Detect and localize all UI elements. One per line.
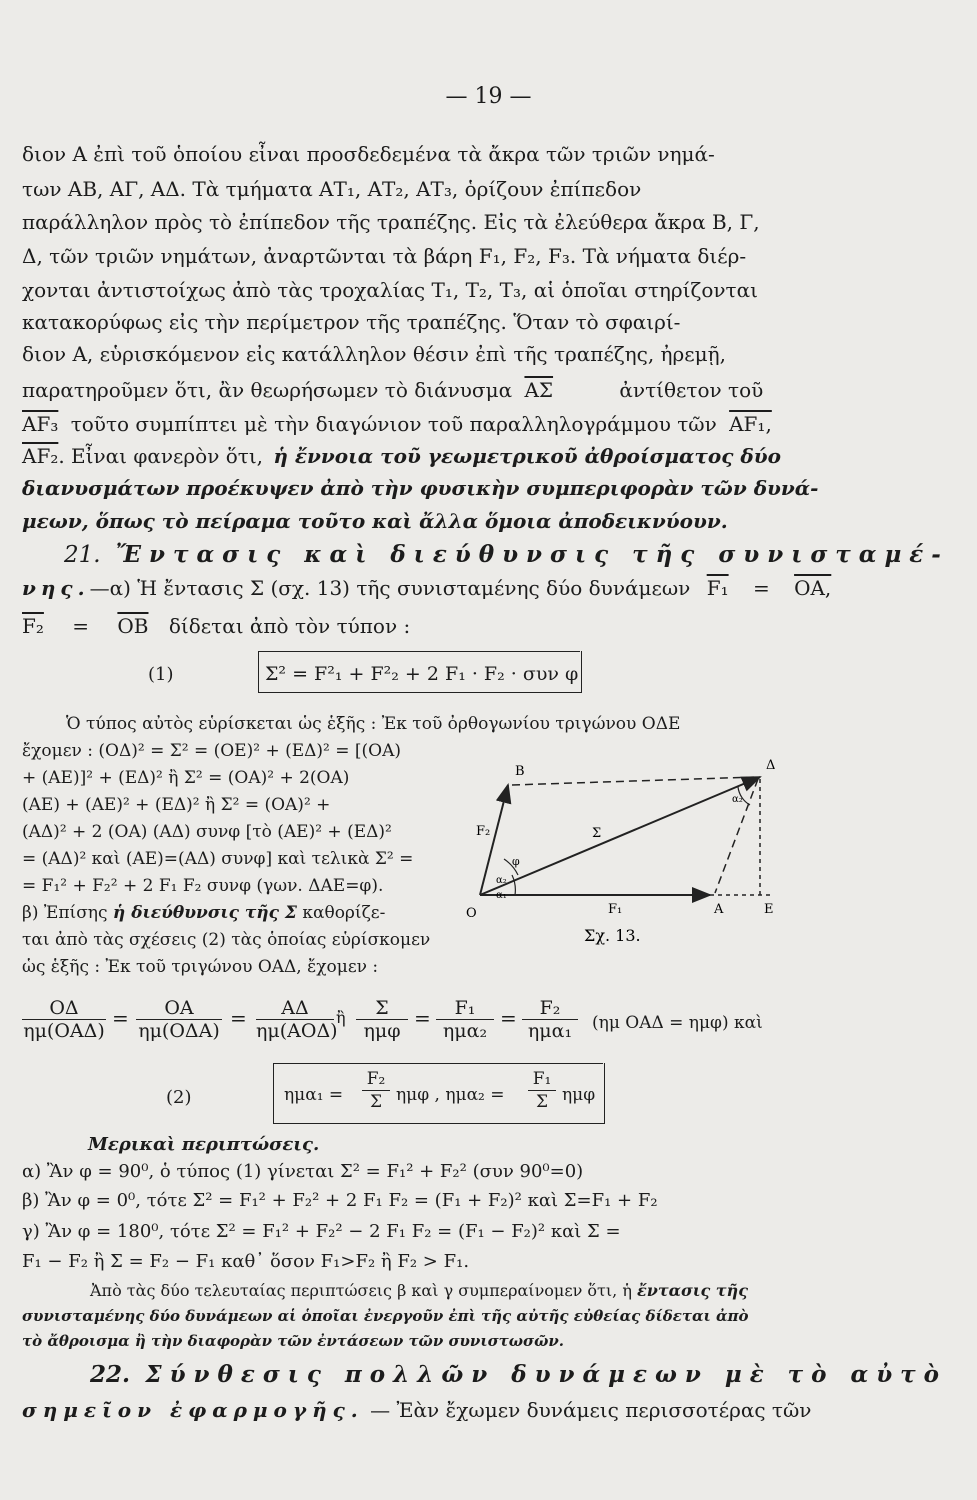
equation-2-part: ημφ (562, 1085, 596, 1105)
equation-label: (2) (166, 1087, 192, 1108)
equation-2-part: ημα₁ = (284, 1085, 344, 1105)
derivation-line: + (ΑΕ)]² + (ΕΔ)² ἢ Σ² = (ΟΑ)² + 2(ΟΑ) (22, 768, 350, 788)
section-21-heading (64, 543, 949, 567)
fig-label: Ε (764, 902, 774, 917)
text-line (22, 576, 831, 600)
vector-af3: ΑF₃ (22, 412, 59, 436)
bold-text: διανυσμάτων προέκυψεν ἀπὸ τὴν φυσικὴν συμπεριφορὰν τῶν δυνά- (22, 476, 819, 500)
text-line: των ΑΒ, ΑΓ, ΑΔ. Τὰ τμήματα ΑΤ₁, ΑΤ₂, ΑΤ₃, ὁρίζουν ἐπίπεδον (22, 177, 642, 201)
vector-oa: ΟΑ, (794, 576, 832, 600)
fraction (22, 997, 106, 1042)
fig-label: Σ (592, 826, 602, 841)
equals-sign: = (752, 576, 770, 600)
section-title: Σύνθεσις πολλῶν δυνάμεων μὲ τὸ αὐτὸ (145, 1361, 947, 1388)
numerator: ΟΔ (22, 997, 106, 1020)
text-segment: β) Ἐπίσης (22, 903, 108, 923)
fig-label: F₂ (476, 824, 491, 839)
bold-text: ἡ διεύθυνσις τῆς Σ (112, 903, 297, 923)
vector-af1: ΑF₁, (729, 412, 772, 436)
vector-af2: ΑF₂ (22, 444, 59, 468)
fraction (256, 997, 338, 1042)
equals-sign: = (72, 614, 90, 638)
denominator: ημ(ΑΟΔ) (256, 1020, 338, 1042)
text-line (22, 614, 410, 638)
equation-label: (1) (148, 664, 174, 685)
derivation-line: = F₁² + F₂² + 2 F₁ F₂ συνφ (γων. ΔΑΕ=φ). (22, 876, 384, 896)
section-22-heading (90, 1363, 947, 1387)
text-line: διον Α ἐπὶ τοῦ ὁποίου εἶναι προσδεδεμένα τὰ ἄκρα τῶν τριῶν νημά- (22, 142, 715, 166)
resultant-arrow (480, 777, 760, 895)
fraction (528, 1068, 556, 1113)
fig-label: α₂ (732, 794, 743, 805)
conclusion-line: τὸ ἄθροισμα ἢ τὴν διαφορὰν τῶν ἐντάσεων τῶν συνιστωσῶν. (22, 1332, 564, 1350)
fig-label: Δ (766, 758, 776, 773)
fig-label: φ (512, 855, 520, 868)
denominator: ημ(ΟΔΑ) (138, 1020, 220, 1042)
numerator: ΟΑ (136, 997, 222, 1020)
numerator: F₂ (362, 1068, 390, 1091)
derivation-line: (ΑΔ)² + 2 (ΟΑ) (ΑΔ) συνφ [τὸ (ΑΕ)² + (ΕΔ)² (22, 822, 392, 842)
text-segment: καθορίζε- (302, 903, 386, 923)
denominator: ημα₂ (442, 1020, 488, 1042)
numerator: ΑΔ (256, 997, 334, 1020)
dashed-line-bd (512, 777, 756, 785)
text-line (22, 1398, 811, 1422)
conclusion-line (90, 1279, 748, 1303)
angle-arc (512, 875, 515, 895)
denominator: Σ (535, 1092, 549, 1112)
page-number: — 19 — (445, 84, 532, 109)
section-number: 21. (64, 542, 101, 568)
text-segment: Ἀπὸ τὰς δύο τελευταίας περιπτώσεις β καὶ γ συμπεραίνομεν ὅτι, ἡ (90, 1281, 632, 1300)
derivation-line (22, 901, 385, 925)
text-line: χονται ἀντιστοίχως ἀπὸ τὰς τροχαλίας Τ₁, Τ₂, Τ₃, αἱ ὁποῖαι στηρίζονται (22, 278, 758, 302)
derivation-line: ἔχομεν : (ΟΔ)² = Σ² = (ΟΕ)² + (ΕΔ)² = [(ΟΑ) (22, 741, 402, 761)
cases-title: Μερικαὶ περιπτώσεις. (88, 1134, 320, 1155)
bold-text: μεων, ὅπως τὸ πείραμα τοῦτο καὶ ἄλλα ὅμοια ἀποδεικνύουν. (22, 509, 728, 533)
case-line: β) Ἂν φ = 0⁰, τότε Σ² = F₁² + F₂² + 2 F₁ F₂ = (F₁ + F₂)² καὶ Σ=F₁ + F₂ (22, 1190, 658, 1211)
fraction (362, 1068, 390, 1113)
figure-caption: Σχ. 13. (584, 926, 641, 945)
derivation-line: ὡς ἑξῆς : Ἐκ τοῦ τριγώνου ΟΑΔ, ἔχομεν : (22, 957, 379, 977)
fig-label: Β (515, 764, 525, 779)
fraction (356, 997, 408, 1042)
text-line: διον Α, εὑρισκόμενον εἰς κατάλληλον θέσιν ἐπὶ τῆς τραπέζης, ἠρεμῇ, (22, 342, 726, 366)
derivation-line: ται ἀπὸ τὰς σχέσεις (2) τὰς ὁποίας εὑρίσκομεν (22, 930, 431, 950)
denominator: ημα₁ (527, 1020, 573, 1042)
fig-label: α₂ (496, 875, 507, 886)
operator: = (112, 1006, 129, 1030)
section-number: 22. (90, 1361, 131, 1388)
equation-2-part: ημφ , ημα₂ = (396, 1085, 505, 1105)
text-line (22, 378, 763, 402)
fig-label: Α (714, 902, 724, 917)
numerator: F₂ (522, 997, 578, 1020)
case-line: α) Ἂν φ = 90⁰, ὁ τύπος (1) γίνεται Σ² = F₁² + F₂² (συν 90⁰=0) (22, 1161, 584, 1182)
derivation-line: = (ΑΔ)² καὶ (ΑΕ)=(ΑΔ) συνφ] καὶ τελικὰ Σ² = (22, 849, 414, 869)
text-segment: παρατηροῦμεν ὅτι, ἂν θεωρήσωμεν τὸ διάνυσμα (22, 378, 513, 402)
fig-label: α₁ (496, 890, 507, 901)
bold-text: ἔντασις τῆς (637, 1281, 748, 1300)
vector-f2: F₂ (22, 614, 44, 638)
section-title-cont: σημεῖον ἐφαρμογῆς. (22, 1398, 364, 1422)
vector-f1: F₁ (706, 576, 729, 600)
fraction (136, 997, 222, 1042)
equation-1: Σ² = F²₁ + F²₂ + 2 F₁ · F₂ · συν φ (265, 663, 579, 685)
operator: = (414, 1006, 431, 1030)
text-line: παράλληλον πρὸς τὸ ἐπίπεδον τῆς τραπέζης. Εἰς τὰ ἐλεύθερα ἄκρα Β, Γ, (22, 210, 760, 234)
text-line (22, 412, 772, 436)
section-title-cont: νης. (22, 576, 90, 600)
derivation-line: Ὁ τύπος αὐτὸς εὑρίσκεται ὡς ἑξῆς : Ἐκ τοῦ ὀρθογωνίου τριγώνου ΟΔΕ (66, 714, 681, 734)
operator: = (230, 1006, 247, 1030)
text-segment: ἀντίθετον τοῦ (619, 378, 764, 402)
conclusion-line: συνισταμένης δύο δυνάμεων αἱ ὁποῖαι ἐνεργοῦν ἐπὶ τῆς αὐτῆς εὐθείας δίδεται ἀπὸ (22, 1307, 749, 1325)
fig-label: F₁ (608, 902, 623, 917)
fraction (436, 997, 494, 1042)
text-segment: —α) Ἡ ἔντασις Σ (σχ. 13) τῆς συνισταμένης δύο δυνάμεων (89, 576, 691, 600)
text-segment: τοῦτο συμπίπτει μὲ τὴν διαγώνιον τοῦ παραλληλογράμμου τῶν (70, 412, 717, 436)
numerator: F₁ (528, 1068, 556, 1091)
text-segment: δίδεται ἀπὸ τὸν τύπον : (168, 614, 411, 638)
fig-label: Ο (466, 906, 477, 921)
operator: ἢ (336, 1008, 346, 1027)
numerator: F₁ (436, 997, 494, 1020)
text-segment: . Εἶναι φανερὸν ὅτι, (58, 444, 264, 468)
fraction (522, 997, 578, 1042)
text-segment: — Ἐὰν ἔχωμεν δυνάμεις περισσοτέρας τῶν (370, 1398, 812, 1422)
text-segment: (ημ ΟΑΔ = ημφ) καὶ (592, 1013, 763, 1033)
denominator: ημφ (363, 1020, 401, 1042)
denominator: Σ (369, 1092, 383, 1112)
operator: = (500, 1006, 517, 1030)
derivation-line: (ΑΕ) + (ΑΕ)² + (ΕΔ)² ἢ Σ² = (ΟΑ)² + (22, 795, 331, 815)
denominator: ημ(ΟΑΔ) (23, 1020, 105, 1042)
text-line (22, 444, 781, 468)
text-line: Δ, τῶν τριῶν νημάτων, ἀναρτῶνται τὰ βάρη F₁, F₂, F₃. Τὰ νήματα διέρ- (22, 244, 747, 268)
figure-13 (460, 755, 790, 955)
section-title: Ἔντασις καὶ διεύθυνσις τῆς συνισταμέ- (115, 541, 949, 568)
vector-as: $\overline{A\Sigma}$ (524, 378, 554, 402)
vector-ob: $\overline{OB}$ (117, 614, 149, 638)
bold-text: ἡ ἔννοια τοῦ γεωμετρικοῦ ἀθροίσματος δύο (273, 444, 781, 468)
case-line: F₁ − F₂ ἢ Σ = F₂ − F₁ καθ᾽ ὅσον F₁>F₂ ἢ F₂ > F₁. (22, 1251, 470, 1272)
numerator: Σ (356, 997, 408, 1020)
case-line: γ) Ἂν φ = 180⁰, τότε Σ² = F₁² + F₂² − 2 F₁ F₂ = (F₁ − F₂)² καὶ Σ = (22, 1221, 621, 1242)
text-line: κατακορύφως εἰς τὴν περίμετρον τῆς τραπέζης. Ὅταν τὸ σφαιρί- (22, 310, 681, 334)
